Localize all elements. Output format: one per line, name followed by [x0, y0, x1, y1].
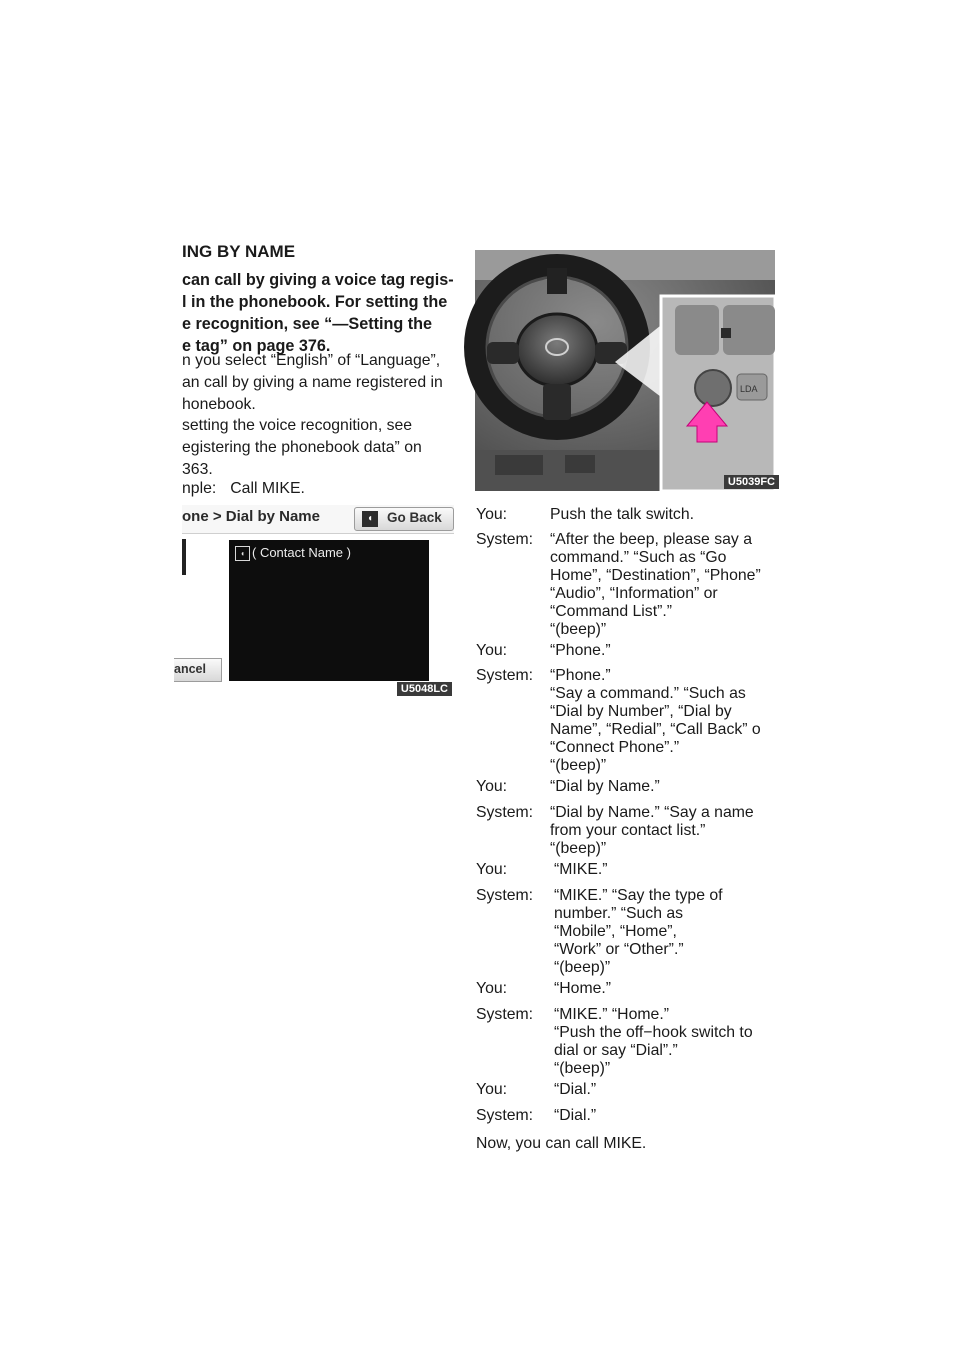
utterance-line: “Command List”.”	[550, 603, 673, 620]
utterance-line: “Home.”	[554, 980, 612, 997]
voice-dialog	[476, 506, 780, 1152]
utterance	[554, 1081, 596, 1099]
utterance-line: “(beep)”	[550, 621, 607, 638]
utterance-line: “MIKE.” “Say the type of	[554, 887, 723, 904]
paragraph-line: honebook.	[182, 396, 256, 413]
section-heading: ING BY NAME	[182, 242, 296, 261]
paragraph-line: n you select “English” of “Language”,	[182, 352, 441, 369]
paragraph-line: 363.	[182, 461, 213, 478]
speaker-label: System:	[476, 531, 534, 548]
speaker-label: You:	[476, 642, 508, 659]
image-code: U5048LC	[397, 682, 452, 696]
reference-paragraph	[182, 415, 456, 481]
utterance-line: “Dial.”	[554, 1107, 597, 1124]
utterance-line: “Connect Phone”.”	[550, 739, 680, 756]
utterance-line: Name”, “Redial”, “Call Back” o	[550, 721, 761, 738]
breadcrumb: one > Dial by Name	[182, 508, 320, 525]
utterance-line: “Audio”, “Information” or	[550, 585, 718, 602]
cancel-label: ancel	[174, 662, 206, 676]
utterance-line: “Say a command.” “Such as	[550, 685, 746, 702]
speaker-label: System:	[476, 887, 534, 904]
speaker-label: You:	[476, 1081, 508, 1098]
utterance	[554, 1107, 596, 1125]
utterance-line: “Phone.”	[550, 642, 611, 659]
utterance-line: Push the talk switch.	[550, 506, 694, 523]
image-code: U5039FC	[724, 475, 779, 489]
speaker-label: System:	[476, 667, 534, 684]
utterance-line: Home”, “Destination”, “Phone”	[550, 567, 761, 584]
utterance-line: “Dial by Number”, “Dial by	[550, 703, 732, 720]
paragraph-line: egistering the phonebook data” on	[182, 439, 422, 456]
intro-line: e recognition, see “—Setting the	[182, 315, 433, 333]
speaker-label: System:	[476, 804, 534, 821]
utterance-line: dial or say “Dial”.”	[554, 1042, 678, 1059]
utterance-line: “MIKE.”	[554, 861, 608, 878]
lda-label: LDA	[740, 384, 758, 394]
utterance	[554, 1006, 753, 1078]
dial-by-name-screen	[174, 505, 454, 700]
steering-wheel-photo	[475, 250, 775, 491]
speaker-label: You:	[476, 861, 508, 878]
utterance	[550, 506, 694, 524]
intro-paragraph	[182, 269, 456, 357]
utterance-line: “Dial by Name.”	[550, 778, 660, 795]
utterance	[550, 778, 660, 796]
contact-name-placeholder: ( Contact Name )	[252, 545, 351, 560]
speaker-label: You:	[476, 778, 508, 795]
utterance-line: “(beep)”	[554, 1060, 611, 1077]
go-back-button[interactable]	[354, 507, 454, 531]
paragraph-line: an call by giving a name registered in	[182, 374, 443, 391]
paragraph-line: setting the voice recognition, see	[182, 417, 413, 434]
utterance	[550, 531, 761, 639]
voice-icon: ◖	[362, 511, 378, 527]
contact-list-panel	[229, 540, 429, 681]
utterance-line: number.” “Such as	[554, 905, 684, 922]
utterance-line: “Mobile”, “Home”,	[554, 923, 677, 940]
utterance	[554, 861, 608, 879]
utterance-line: from your contact list.”	[550, 822, 706, 839]
intro-line: can call by giving a voice tag regis-	[182, 271, 454, 289]
scroll-indicator	[182, 539, 186, 575]
intro-line: l in the phonebook. For setting the	[182, 293, 448, 311]
speaker-label: System:	[476, 1107, 534, 1124]
closing-text: Now, you can call MIKE.	[476, 1135, 647, 1152]
utterance-line: “MIKE.” “Home.”	[554, 1006, 669, 1023]
utterance	[554, 887, 723, 977]
speaker-label: You:	[476, 980, 508, 997]
utterance-line: “(beep)”	[550, 757, 607, 774]
utterance	[550, 804, 754, 858]
cancel-button[interactable]	[174, 658, 222, 682]
utterance	[550, 642, 611, 660]
speaker-label: System:	[476, 1006, 534, 1023]
go-back-label: Go Back	[387, 510, 442, 525]
example-line	[182, 480, 305, 498]
language-paragraph	[182, 350, 456, 416]
utterance-line: “Push the off−hook switch to	[554, 1024, 753, 1041]
utterance-line: “After the beep, please say a	[550, 531, 752, 548]
utterance-line: “Dial by Name.” “Say a name	[550, 804, 754, 821]
contact-voice-icon: ◖	[235, 546, 250, 561]
example-text: Call MIKE.	[230, 480, 305, 497]
steering-wheel-illustration	[475, 250, 775, 491]
utterance-line: “(beep)”	[554, 959, 611, 976]
utterance	[550, 667, 761, 775]
utterance-line: “Phone.”	[550, 667, 611, 684]
intro-line: e tag” on page 376.	[182, 337, 331, 355]
utterance-line: “Work” or “Other”.”	[554, 941, 684, 958]
example-label: nple:	[182, 480, 217, 497]
utterance-line: “Dial.”	[554, 1081, 597, 1098]
utterance	[554, 980, 611, 998]
utterance-line: command.” “Such as “Go	[550, 549, 727, 566]
left-column	[182, 242, 456, 502]
utterance-line: “(beep)”	[550, 840, 607, 857]
screen-title-bar	[182, 505, 454, 534]
speaker-label: You:	[476, 506, 508, 523]
